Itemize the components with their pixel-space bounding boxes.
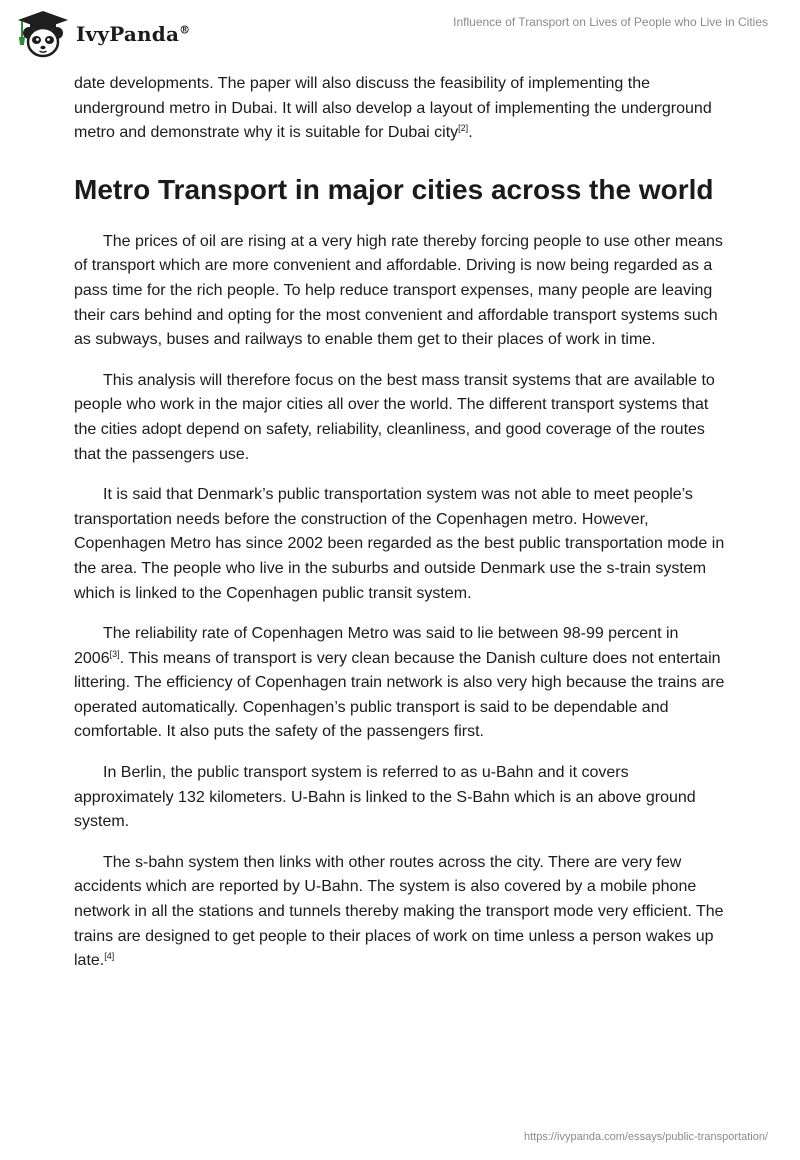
article-body xyxy=(74,72,728,990)
source-url[interactable]: https://ivypanda.com/essays/public-transportation/ xyxy=(524,1131,768,1143)
body-paragraph-text: The s-bahn system then links with other routes across the city. There are very few accidents which are reported by U-Bahn. The system is also covered by a mobile phone network in all the stations and tunnels thereby making the transport mode very efficient. The trains are designed to get people to their places of work on time unless a person wakes up late. xyxy=(74,853,724,970)
intro-paragraph xyxy=(74,72,728,146)
body-paragraph-text: The reliability rate of Copenhagen Metro was said to lie between 98-99 percent in 2006 xyxy=(74,625,679,667)
body-paragraph xyxy=(74,622,728,745)
citation-ref[interactable]: [3] xyxy=(109,648,120,659)
brand-name xyxy=(76,22,190,46)
body-paragraph-text: . This means of transport is very clean because the Danish culture does not entertain littering. The efficiency of Copenhagen train network is also very high because the trains are operated automatically. Copenhagen’s public transport is said to be dependable and comfortable. It also puts the safety of the passengers first. xyxy=(74,649,725,741)
citation-ref[interactable]: [4] xyxy=(104,951,115,962)
section-heading: Metro Transport in major cities across the world xyxy=(74,173,714,205)
body-paragraph: This analysis will therefore focus on the best mass transit systems that are available to people who work in the major cities all over the world. The different transport systems that the cities adopt depend on safety, reliability, cleanliness, and good coverage of the routes that the passengers use. xyxy=(74,371,715,463)
document-title: Influence of Transport on Lives of People who Live in Cities xyxy=(453,15,768,29)
registered-mark: ® xyxy=(179,23,191,37)
page-header xyxy=(0,0,800,70)
brand-name-text: IvyPanda xyxy=(76,22,180,46)
body-paragraph: In Berlin, the public transport system is referred to as u-Bahn and it covers approximately 132 kilometers. U-Bahn is linked to the S-Bahn which is an above ground system. xyxy=(74,764,696,831)
body-paragraph: The prices of oil are rising at a very high rate thereby forcing people to use other means of transport which are more convenient and affordable. Driving is now being regarded as a pass time for the rich people. To help reduce transport expenses, many people are leaving their cars behind and opting for the most convenient and affordable transport systems such as subways, buses and railways to enable them get to their places of work in time. xyxy=(74,232,723,349)
body-paragraph: It is said that Denmark’s public transportation system was not able to meet people’s transportation needs before the construction of the Copenhagen metro. However, Copenhagen Metro has since 2002 been regarded as the best public transportation mode in the area. The people who live in the suburbs and outside Denmark use the s-train system which is linked to the Copenhagen public transit system. xyxy=(74,486,725,602)
panda-graduate-icon xyxy=(14,9,72,59)
citation-ref[interactable]: [2] xyxy=(458,123,469,134)
intro-paragraph-end: . xyxy=(468,124,473,142)
body-paragraph xyxy=(74,851,728,974)
ivypanda-logo[interactable] xyxy=(14,9,190,59)
intro-paragraph-text: date developments. The paper will also discuss the feasibility of implementing the underground metro in Dubai. It will also develop a layout of implementing the underground metro and demonstrate why it is suitable for Dubai city xyxy=(74,75,712,142)
